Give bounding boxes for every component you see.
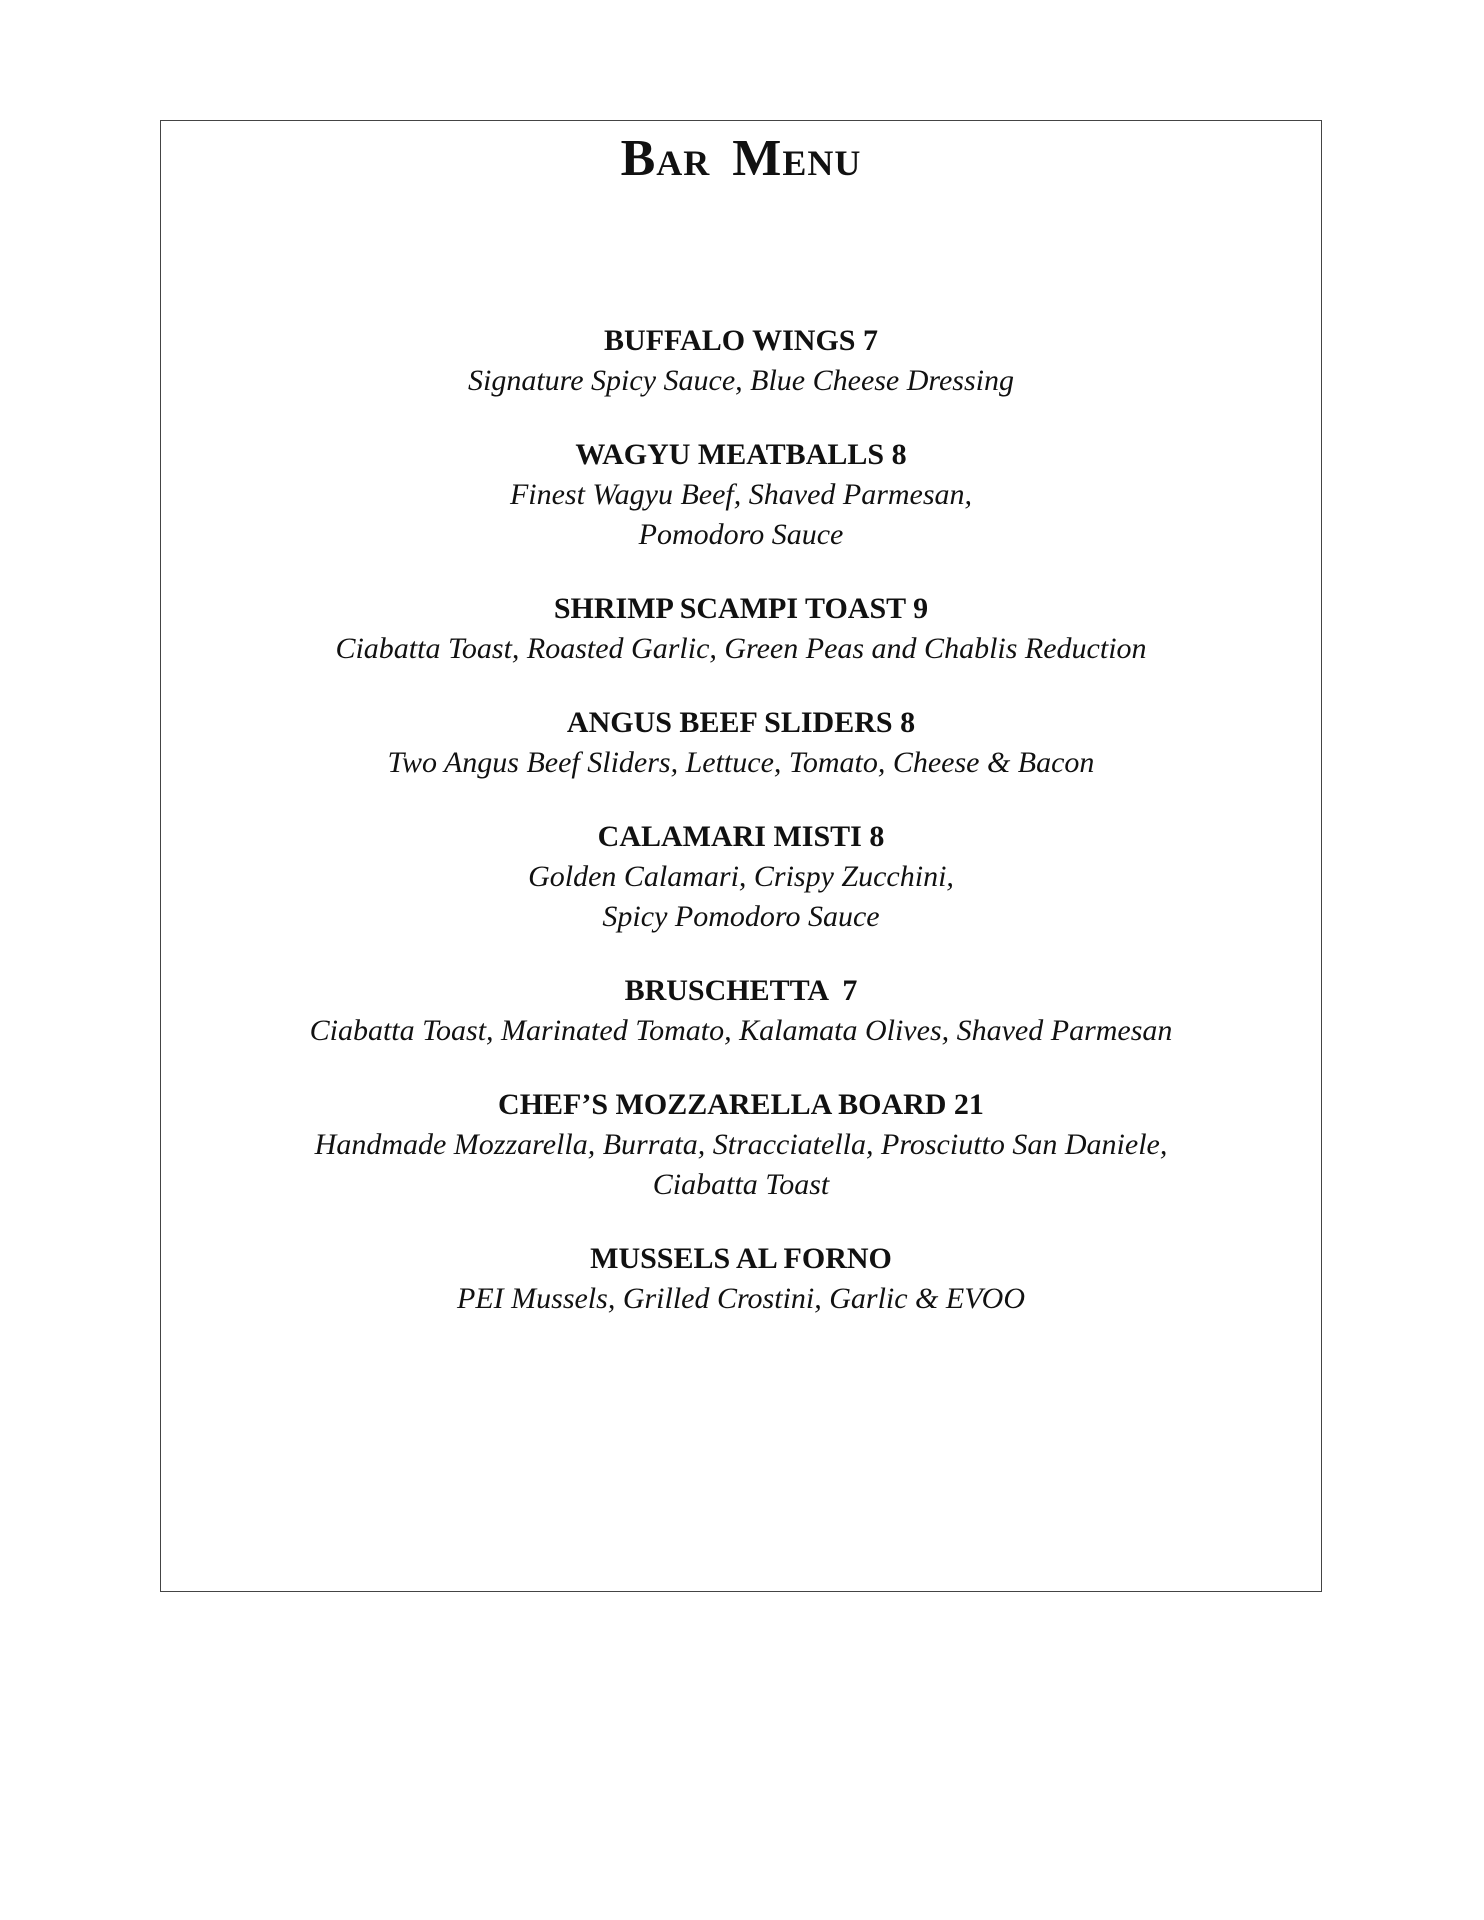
menu-item-description: Ciabatta Toast, Roasted Garlic, Green Peas and Chablis Reduction (335, 632, 1147, 665)
menu-item-description: Signature Spicy Sauce, Blue Cheese Dressing (468, 364, 1014, 397)
menu-title-word-2: Menu (732, 130, 862, 187)
menu-item-name: CHEF’S MOZZARELLA BOARD 21 (498, 1088, 984, 1121)
menu-item-description: Pomodoro Sauce (638, 518, 844, 551)
menu-item (161, 1085, 1321, 1205)
menu-item (161, 1239, 1321, 1319)
menu-item-description: Ciabatta Toast (652, 1168, 830, 1201)
menu-item-description: Finest Wagyu Beef, Shaved Parmesan, (509, 478, 973, 511)
menu-item (161, 435, 1321, 555)
menu-title-word-1: Bar (620, 130, 711, 187)
menu-item-name: MUSSELS AL FORNO (590, 1242, 892, 1275)
menu-item-name: BRUSCHETTA 7 (624, 974, 858, 1007)
menu-item (161, 971, 1321, 1051)
menu-title (161, 129, 1321, 188)
menu-item (161, 589, 1321, 669)
menu-items-list (161, 321, 1321, 1353)
menu-item-description: Handmade Mozzarella, Burrata, Stracciatella, Prosciutto San Daniele, (314, 1128, 1168, 1161)
menu-item-description: Ciabatta Toast, Marinated Tomato, Kalamata Olives, Shaved Parmesan (309, 1014, 1173, 1047)
menu-item-description: Golden Calamari, Crispy Zucchini, (528, 860, 954, 893)
menu-item-description: Spicy Pomodoro Sauce (602, 900, 880, 933)
menu-item-description: PEI Mussels, Grilled Crostini, Garlic & EVOO (457, 1282, 1025, 1315)
menu-item-name: CALAMARI MISTI 8 (597, 820, 885, 853)
menu-item-name: BUFFALO WINGS 7 (604, 324, 878, 357)
menu-item-name: WAGYU MEATBALLS 8 (575, 438, 907, 471)
menu-item-description: Two Angus Beef Sliders, Lettuce, Tomato, Cheese & Bacon (387, 746, 1095, 779)
menu-item (161, 321, 1321, 401)
menu-item (161, 703, 1321, 783)
menu-item-name: ANGUS BEEF SLIDERS 8 (566, 706, 916, 739)
menu-item-name: SHRIMP SCAMPI TOAST 9 (553, 592, 929, 625)
menu-item (161, 817, 1321, 937)
menu-frame (160, 120, 1322, 1592)
